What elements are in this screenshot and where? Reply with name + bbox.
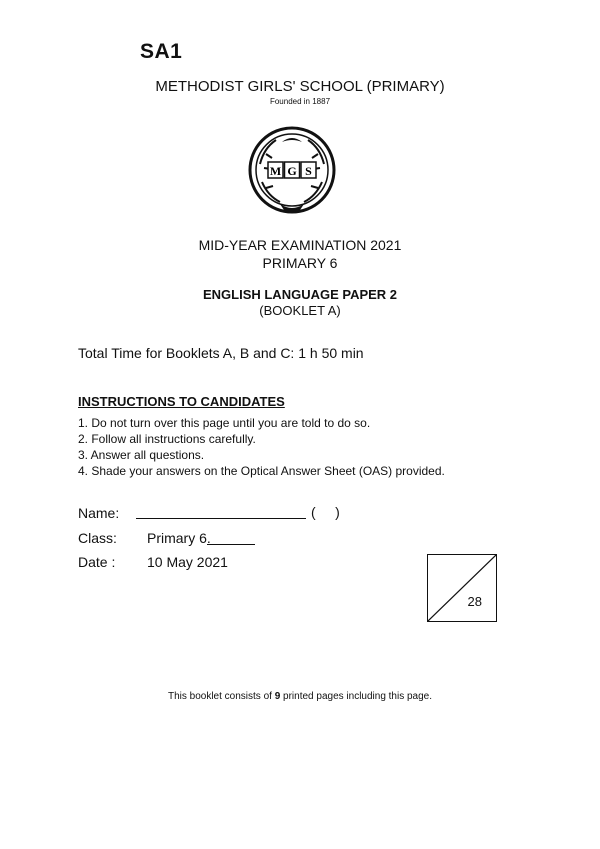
register-number-field[interactable]: ( ) bbox=[311, 504, 340, 520]
marks-box bbox=[427, 554, 497, 622]
instructions-list bbox=[78, 415, 445, 479]
instruction-item: 3. Answer all questions. bbox=[78, 448, 205, 462]
footer-prefix: This booklet consists of bbox=[167, 691, 275, 702]
exam-level: PRIMARY 6 bbox=[262, 255, 338, 271]
class-label: Class: bbox=[78, 530, 117, 546]
crest-icon bbox=[246, 124, 338, 216]
instruction-item: 4. Shade your answers on the Optical Answer Sheet (OAS) provided. bbox=[78, 464, 445, 478]
date-value: 10 May 2021 bbox=[147, 554, 228, 570]
crest-letter-s: S bbox=[305, 164, 312, 178]
footer-suffix: printed pages including this page. bbox=[280, 691, 433, 702]
instructions-heading: INSTRUCTIONS TO CANDIDATES bbox=[78, 394, 285, 409]
instruction-item: 1. Do not turn over this page until you are told to do so. bbox=[78, 416, 371, 430]
exam-title: MID-YEAR EXAMINATION 2021 bbox=[198, 237, 402, 253]
class-value: Primary 6. bbox=[147, 530, 211, 546]
page-count-note bbox=[0, 691, 600, 702]
paper-tag: SA1 bbox=[140, 40, 183, 63]
date-label: Date : bbox=[78, 554, 116, 570]
diagonal-divider-icon bbox=[428, 555, 496, 621]
crest-letter-g: G bbox=[287, 164, 297, 178]
founded-line: Founded in 1887 bbox=[269, 97, 331, 106]
crest-letter-m: M bbox=[269, 164, 282, 178]
school-crest bbox=[246, 124, 338, 216]
instruction-item: 2. Follow all instructions carefully. bbox=[78, 432, 256, 446]
footer-page-count: 9 bbox=[274, 691, 281, 702]
total-time: Total Time for Booklets A, B and C: 1 h 50 min bbox=[78, 345, 364, 361]
paper-title: ENGLISH LANGUAGE PAPER 2 bbox=[202, 287, 398, 302]
name-label: Name: bbox=[78, 505, 120, 521]
booklet-label: (BOOKLET A) bbox=[259, 303, 341, 318]
school-name: METHODIST GIRLS' SCHOOL (PRIMARY) bbox=[155, 78, 445, 95]
total-marks: 28 bbox=[467, 594, 482, 609]
class-field[interactable] bbox=[207, 544, 255, 545]
name-field[interactable] bbox=[136, 518, 306, 519]
